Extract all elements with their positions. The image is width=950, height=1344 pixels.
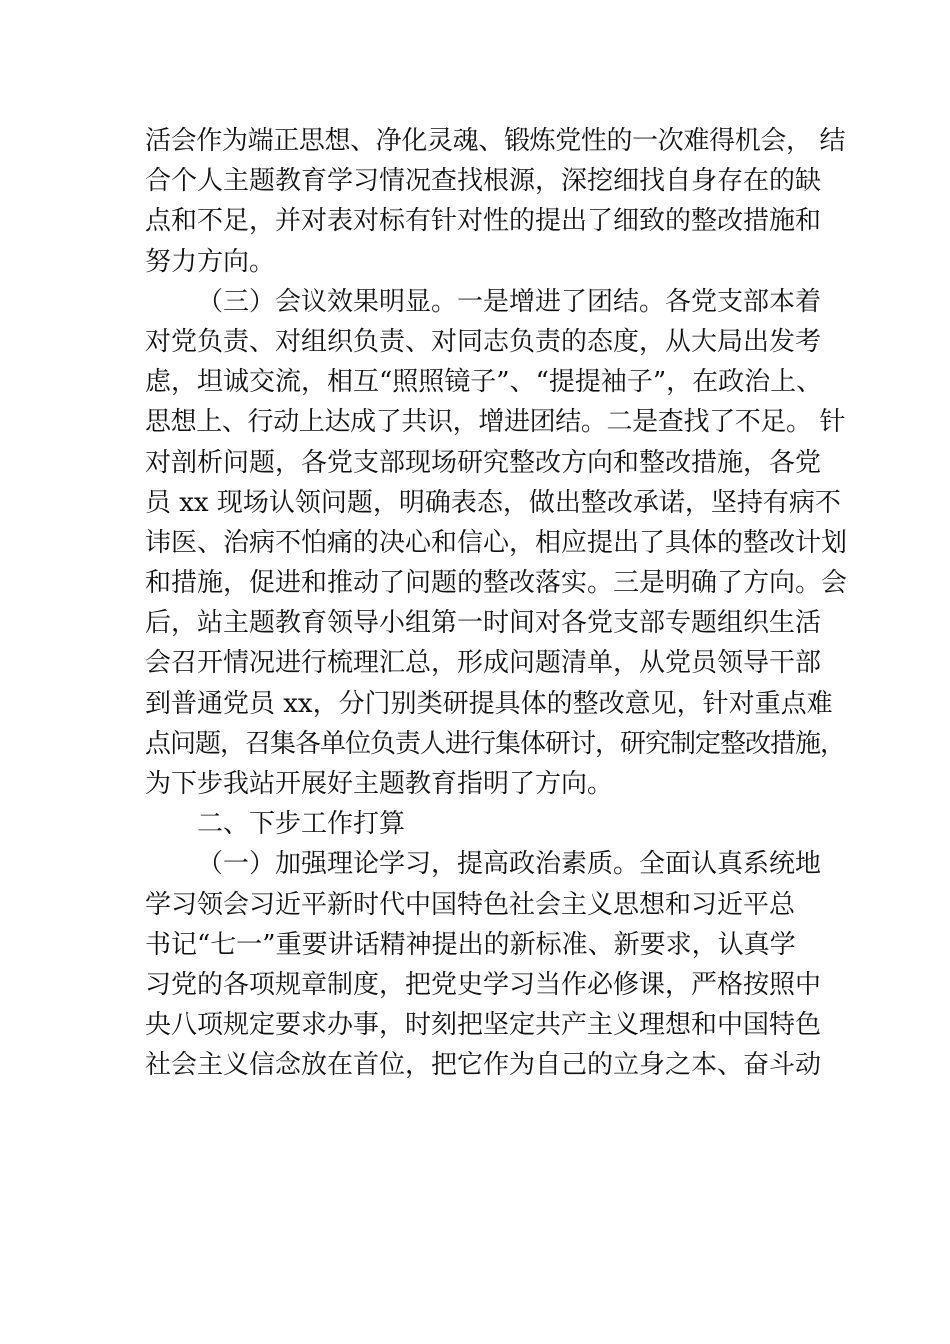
text-line: 习党的各项规章制度，把党史学习当作必修课，严格按照中 [145,969,822,1000]
text-line: 社会主义信念放在首位，把它作为自己的立身之本、奋斗动 [145,1050,822,1081]
text-line: 讳医、治病不怕痛的决心和信心，相应提出了具体的整改计划 [145,527,848,558]
text-line: 会召开情况进行梳理汇总，形成问题清单，从党员领导干部 [145,648,822,679]
text-line: 二、下步工作打算 [197,809,406,840]
text-line: 书记“七一”重要讲话精神提出的新标准、新要求，认真学 [145,929,796,960]
document-body [145,121,848,1086]
text-line: 点和不足，并对表对标有针对性的提出了细致的整改措施和 [145,206,822,237]
text-line: 合个人主题教育学习情况查找根源，深挖细找自身存在的缺 [145,166,822,197]
text-line: 思想上、行动上达成了共识，增进团结。二是查找了不足。 针 [145,407,846,438]
text-line: 对党负责、对组织负责、对同志负责的态度，从大局出发考 [145,326,822,357]
text-line: 对剖析问题，各党支部现场研究整改方向和整改措施，各党 [145,447,822,478]
text-line: 员 xx 现场认领问题，明确表态，做出整改承诺，坚持有病不 [145,487,841,518]
text-line: 点问题，召集各单位负责人进行集体研讨，研究制定整改措施， [145,728,846,759]
text-line: （一）加强理论学习，提高政治素质。全面认真系统地 [197,849,822,880]
text-line: 虑，坦诚交流，相互“照照镜子”、“提提袖子”，在政治上、 [145,367,823,398]
text-line: 为下步我站开展好主题教育指明了方向。 [145,769,614,799]
text-line: 努力方向。 [145,246,276,277]
text-line: 活会作为端正思想、净化灵魂、锻炼党性的一次难得机会， 结 [145,126,846,156]
text-line: 学习领会习近平新时代中国特色社会主义思想和习近平总 [145,889,796,920]
text-line: 和措施，促进和推动了问题的整改落实。三是明确了方向。会 [145,568,848,599]
text-line: 央八项规定要求办事，时刻把坚定共产主义理想和中国特色 [145,1010,822,1041]
text-line: 后，站主题教育领导小组第一时间对各党支部专题组织生活 [145,608,822,639]
text-line: （三）会议效果明显。一是增进了团结。各党支部本着 [197,286,822,317]
text-line: 到普通党员 xx，分门别类研提具体的整改意见，针对重点难 [145,688,833,719]
